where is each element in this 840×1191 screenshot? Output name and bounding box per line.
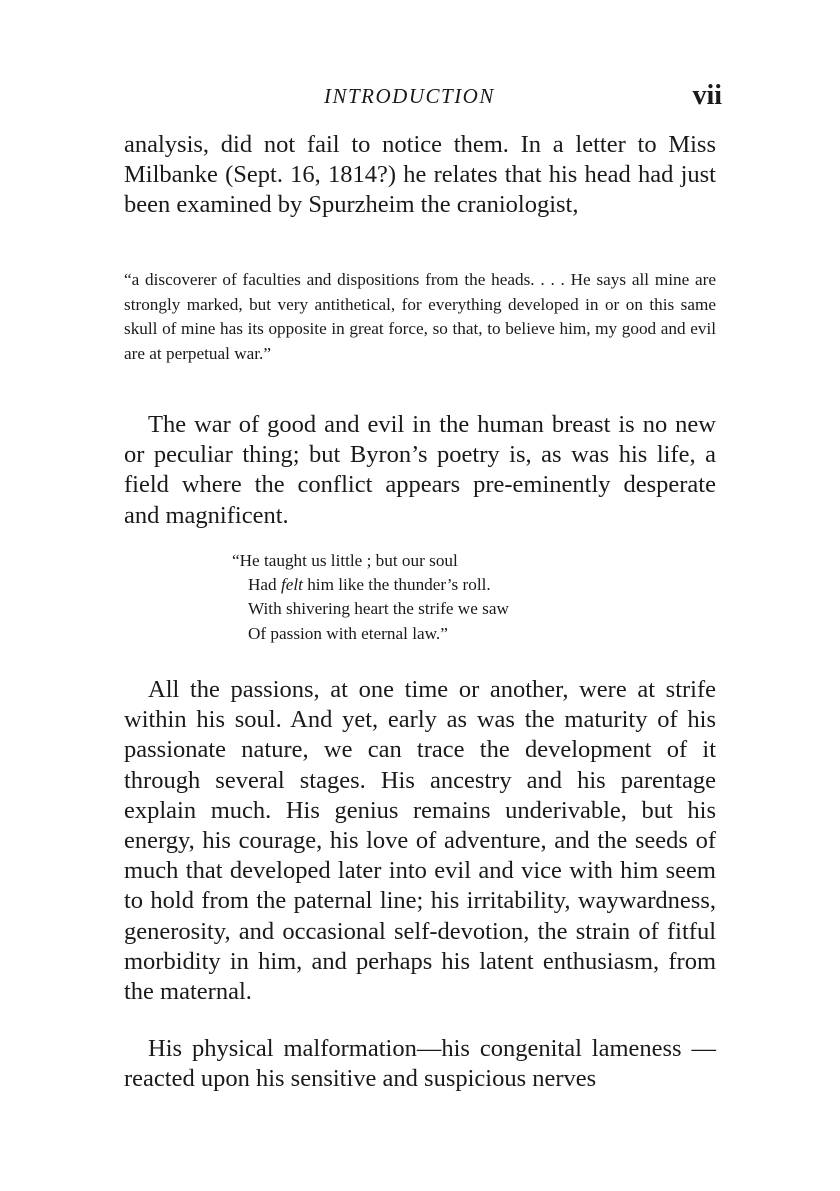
- paragraph-2: The war of good and evil in the human breast is no new or peculiar thing; but Byron’s poetry is, as was his life, a field where the conflict appears pre-eminently desperate and magnificent.: [124, 411, 716, 529]
- block-quote: “a discoverer of faculties and dispositions from the heads. . . . He says all mine are strongly marked, but very antithetical, for everything developed in or on this same skull of mine has its opposite in great force, so that, to believe him, my good and evil are at perpetual war.”: [124, 270, 716, 363]
- verse-line-2-emphasis: felt: [280, 575, 303, 595]
- paragraph-1: analysis, did not fail to notice them. In a letter to Miss Milbanke (Sept. 16, 1814?) he relates that his head had just been examined by Spurzheim the craniologist,: [124, 131, 716, 219]
- running-title: INTRODUCTION: [324, 84, 495, 108]
- verse-line-2-end: him like the thunder’s roll.: [302, 575, 491, 595]
- paragraph-3: All the passions, at one time or another, were at strife within his soul. And yet, early as was the maturity of his passionate nature, we can trace the development of it through several stages. His ancestry and his parentage explain much. His genius remains underivable, but his energy, his courage, his love of adventure, and the seeds of much that developed later into evil and vice with him seem to hold from the paternal line; his irritability, waywardness, generosity, and occasional self-devotion, the strain of fitful morbidity in him, and perhaps his latent enthusiasm, from the maternal.: [124, 676, 716, 1006]
- page-number: vii: [692, 80, 722, 111]
- verse-line-1: “He taught us little ; but our soul: [232, 551, 458, 570]
- paragraph-4: His physical malformation—his congenital lameness —reacted upon his sensitive and suspicious nerves: [124, 1035, 716, 1093]
- verse-quote: [232, 549, 509, 646]
- verse-line-2: [248, 573, 509, 597]
- verse-line-2-start: Had: [248, 575, 281, 595]
- running-head: [124, 82, 722, 114]
- verse-line-4: Of passion with eternal law.”: [248, 623, 448, 643]
- verse-line-3: With shivering heart the strife we saw: [248, 599, 509, 619]
